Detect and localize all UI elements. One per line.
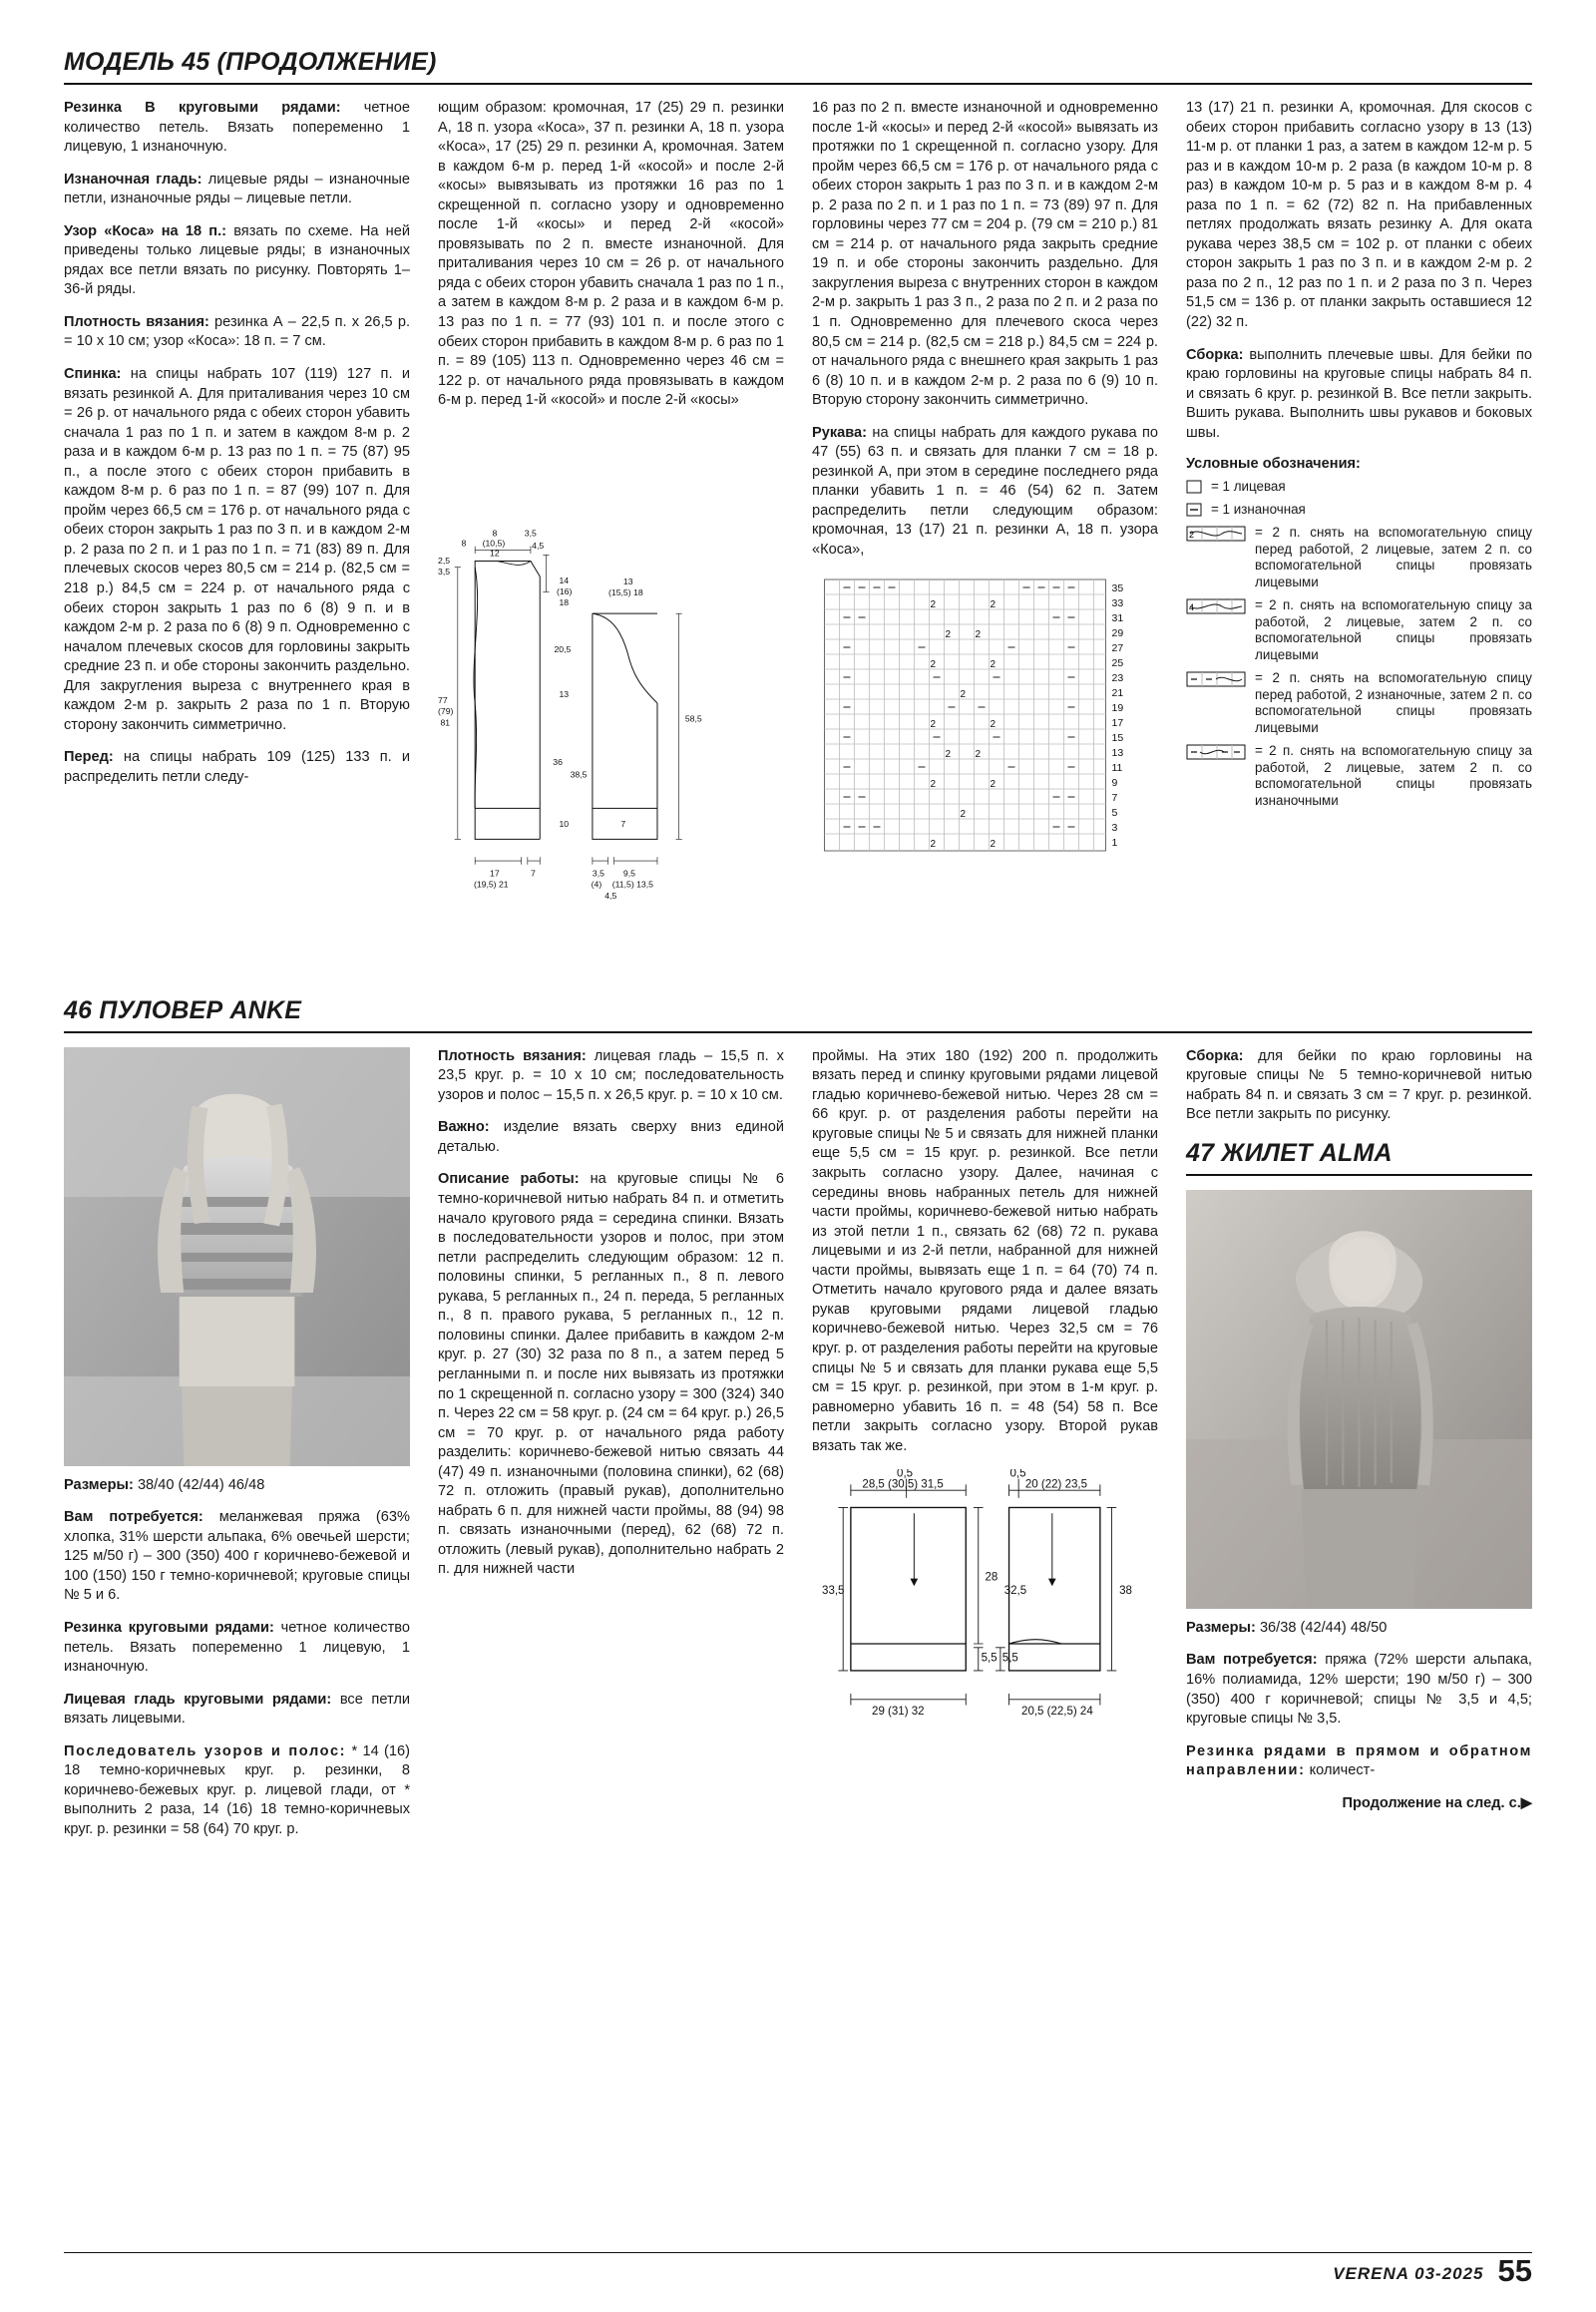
svg-text:2: 2 [1189,529,1195,540]
column-4 [1186,1047,1532,1853]
svg-text:4,5: 4,5 [604,890,617,901]
svg-text:21: 21 [1111,686,1124,699]
svg-text:(10,5): (10,5) [482,538,506,549]
svg-text:2: 2 [990,778,997,790]
paragraph: Сборка: выполнить плечевые швы. Для бейки по краю горловины на круговые спицы набрать 84 п. и связать 6 круг. р. резинкой В. Все петли закрыть. Вшить рукава. Выполнить швы рукавов и боковых швы. [1186,346,1532,441]
svg-text:27: 27 [1111,641,1124,654]
section-45 [64,48,1532,982]
paragraph: ющим образом: кромочная, 17 (25) 29 п. резинки А, 18 п. узора «Коса», 37 п. резинки А, 18 п. узора «Коса», 17 (25) 29 п. резинки А, кромочная. Затем в каждом 6-м р. перед 1-й «косой» и после 2-й «косы» вывязывать из протяжки 16 раз по 1 скрещенной п. согласно узору и одновременно после 1-й «косы» и перед 2-й «косой» провязывать по 2 п. вместе изнаночной. Для приталивания через 10 см = 26 р. от начального ряда с обеих сторон убавить сначала 1 раз по 1 п., а затем в каждом 8-м р. 2 раза и в каждом 6-м р. 13 раз по 1 п. = 77 (93) 101 п. и после этого с обеих сторон прибавить в каждом 8-м р. 6 раз по 1 п. = 89 (105) 113 п. Одновременно через 46 см = 122 р. от начального ряда провязывать в каждом 6-м р. перед 1-й «косой» и после 2-й «косы» [438,100,784,409]
column-2 [438,99,784,982]
svg-text:1: 1 [1111,836,1118,849]
svg-text:5,5: 5,5 [1001,1652,1018,1665]
svg-text:2: 2 [930,838,937,850]
paragraph: 16 раз по 2 п. вместе изнаночной и одновременно после 1-й «косы» и перед 2-й «косой» вывязать из протяжки по 1 скрещенной п. согласно узору. Для пройм через 66,5 см = 176 р. от начального ряда с обеих сторон закрыть 1 раз по 3 п. и в каждом 2-м р. 2 раза по 2 п. и 1 раз по 1 п. = 73 (89) 97 п. Для горловины через 77 см = 204 р. (79 см = 210 р.) 81 см = 214 р. от начального ряда закрыть средние 19 п. и обе стороны закончить раздельно. Для закругления выреза с внутренних сторон в каждом 2-м р. закрыть 1 раз 3 п., 2 раза по 2 п. и 2 раза по 1 п. Одновременно для плечевого скоса через 80,5 см = 214 р. (82,5 см = 218 р.) 84,5 см = 224 р. от начального ряда с внешнего края закрыть 1 раз 6 (8) 10 п. и в каждом 2-м р. 2 раза по 6 (9) 10 п. Вторую сторону закончить симметрично. [812,100,1158,409]
svg-text:29: 29 [1111,626,1124,639]
svg-text:0,5: 0,5 [1009,1469,1026,1480]
svg-text:2: 2 [990,718,997,730]
section-45-columns [64,99,1532,982]
svg-text:13: 13 [1111,746,1124,759]
section-46-columns [64,1047,1532,1853]
column-3 [812,99,1158,982]
page-number: 55 [1497,2252,1532,2288]
divider [64,1031,1532,1033]
paragraph: Последователь узоров и полос: * 14 (16) 18 темно-коричневых круг. р. резинки, 8 коричнево-бежевых круг. р. лицевой глади, от * выполнить 2 раза, 14 (16) 18 темно-коричневых круг. р. резинки = 58 (64) 70 круг. р. [64,1742,410,1837]
paragraph: Резинка рядами в прямом и обратном направлении: количест- [1186,1742,1532,1779]
page-footer [64,2252,1532,2288]
svg-text:38,5: 38,5 [570,769,588,780]
svg-text:31: 31 [1111,611,1124,624]
svg-text:28: 28 [985,1571,998,1584]
svg-text:12: 12 [490,548,500,559]
column-1 [64,1047,410,1853]
svg-text:0,5: 0,5 [897,1469,914,1480]
svg-text:20,5 (22,5) 24: 20,5 (22,5) 24 [1021,1706,1093,1719]
paragraph: Плотность вязания: лицевая гладь – 15,5 п. х 23,5 круг. р. = 10 х 10 см; последовательность узоров и полос – 15,5 п. х 26,5 круг. р. = 10 х 10 см. [438,1047,784,1103]
svg-text:38: 38 [1119,1585,1132,1598]
svg-text:58,5: 58,5 [684,713,702,724]
svg-text:23: 23 [1111,671,1124,684]
sizes: Размеры: 38/40 (42/44) 46/48 [64,1476,265,1493]
divider [64,83,1532,85]
svg-text:(19,5) 21: (19,5) 21 [473,879,509,890]
svg-text:4,5: 4,5 [532,540,545,551]
svg-text:17: 17 [1111,716,1124,729]
svg-text:2: 2 [960,688,967,700]
legend-item: = 2 п. снять на вспомогательную спицу перед работой, 2 изнаночные, затем 2 п. со вспомогательной спицы провязать лицевыми [1186,670,1532,737]
paragraph: Рукава: на спицы набрать для каждого рукава по 47 (55) 63 п. и связать для планки 7 см = 18 р. резинкой А, при этом в середине последнего ряда планки убавить 1 п. = 46 (54) 62 п. Затем распределить петли следующим образом: кромочная, 13 (17) 21 п. резинки А, 18 п. узора «Коса», [812,424,1158,559]
svg-text:18: 18 [559,596,570,607]
svg-text:2: 2 [960,808,967,820]
svg-text:2,5: 2,5 [438,555,451,566]
svg-text:3,5: 3,5 [524,528,537,539]
legend-title: Условные обозначения: [1186,456,1361,473]
legend-item: = 1 лицевая [1186,479,1532,496]
paragraph: Описание работы: на круговые спицы № 6 темно-коричневой нитью набрать 84 п. и отметить начало кругового ряда = середина спинки. Вязать в последовательности узоров и полос, при этом петли распределить следующим образом: 12 п. половины спинки, 5 регланных п., 8 п. левого рукава, 5 регланных п., 24 п. переда, 5 регланных п., 8 п. правого рукава, 5 регланных п., 12 п. половины спинки. Далее прибавить в каждом 2-м круг. р. 27 (30) 32 раза по 8 п., а затем перед 5 регланными п. и после них вывязать из протяжки по 1 скрещенной п. согласно узору = 300 (324) 340 п. Через 22 см = 58 круг. р. (24 см = 64 круг. р.) 26,5 см = 70 круг. р. от начального ряда работу разделить: коричнево-бежевой нитью связать 44 (47) 49 п. изнаночными (половина спинки), 62 (68) 72 п. отложить (правый рукав), дополнительно набрать 6 п. для нижней части проймы, 88 (94) 98 п. связать изнаночными (перед), 62 (68) 72 п. отложить (левый рукав), дополнительно набрать 2 п. для нижней части [438,1171,784,1578]
divider [1186,1174,1532,1176]
paragraph: Резинка В круговыми рядами: четное количество петель. Вязать попеременно 1 лицевую, 1 изнаночную. [64,100,410,156]
svg-text:3: 3 [1111,821,1118,834]
svg-text:32,5: 32,5 [1003,1585,1027,1598]
legend-item: = 1 изнаночная [1186,502,1532,519]
svg-text:2: 2 [990,598,997,610]
svg-text:2: 2 [945,628,952,640]
svg-text:11: 11 [1111,761,1123,774]
svg-text:2: 2 [990,838,997,850]
svg-text:36: 36 [553,756,563,767]
svg-text:20 (22) 23,5: 20 (22) 23,5 [1024,1478,1087,1491]
svg-text:28,5 (30,5) 31,5: 28,5 (30,5) 31,5 [862,1478,944,1491]
svg-text:13: 13 [559,688,570,699]
svg-text:(4): (4) [591,879,602,890]
section-45-heading: МОДЕЛЬ 45 (ПРОДОЛЖЕНИЕ) [64,48,437,76]
paragraph: Изнаночная гладь: лицевые ряды – изнаночные петли, изнаночные ряды – лицевые петли. [64,171,410,207]
svg-text:25: 25 [1111,656,1124,669]
svg-text:3,5: 3,5 [592,868,604,879]
svg-text:5,5: 5,5 [981,1652,998,1665]
paragraph: проймы. На этих 180 (192) 200 п. продолжить вязать перед и спинку круговыми рядами лицевой гладью коричнево-бежевой нитью. Через 28 см = 66 круг. р. от разделения работы перейти на круговые спицы № 5 и связать для нижней планки еще 5,5 см = 15 круг. р. резинкой. Все петли закрыть согласно узору. Далее, начиная с середины вновь набранных петель для нижней части проймы, коричнево-бежевой нитью набрать из этой петли 1 п., связать 62 (68) 72 п. рукава лицевыми и из 2-й петли, набранной для нижней части проймы, вывязать еще 1 п. = 64 (70) 74 п. Отметить начало кругового ряда и далее вязать рукав круговыми рядами лицевой гладью коричнево-бежевой нитью. Через 32,5 см = 76 круг. р. от разделения работы перейти на круговые спицы № 5 и связать для планки рукава еще 5,5 см = 15 круг. р. резинкой, при этом в 1-м круг. р. равномерно убавить 16 п. = 48 (54) 58 п. Все петли закрыть согласно узору. Второй рукав вязать так же. [812,1047,1158,1454]
legend-item: 4 = 2 п. снять на вспомогательную спицу за работой, 2 лицевые, затем 2 п. со вспомогательной спицы провязать лицевыми [1186,597,1532,664]
svg-text:(16): (16) [556,585,573,596]
paragraph: Сборка: для бейки по краю горловины на круговые спицы № 5 темно-коричневой нитью набрать 84 п. и связать 3 см = 7 круг. р. резинкой. Все петли закрыть по рисунку. [1186,1047,1532,1123]
cable-2-front-knit-symbol-icon [1186,525,1248,591]
column-2 [438,1047,784,1853]
column-1 [64,99,410,982]
paragraph: Перед: на спицы набрать 109 (125) 133 п. и распределить петли следу- [64,749,410,785]
svg-text:35: 35 [1111,581,1124,594]
svg-text:(11,5) 13,5: (11,5) 13,5 [611,879,653,890]
svg-text:2: 2 [930,778,937,790]
paragraph: Важно: изделие вязать сверху вниз единой деталью. [438,1119,784,1155]
column-4 [1186,99,1532,982]
paragraph: Вам потребуется: меланжевая пряжа (63% хлопка, 31% шерсти альпака, 6% овечьей шерсти; 125 м/50 г) – 300 (350) 400 г коричнево-бежевой и 100 (150) 150 г темно-коричневой; круговые спицы № 5 и 6. [64,1509,410,1604]
svg-text:10: 10 [559,818,570,829]
legend-item: = 2 п. снять на вспомогательную спицу за работой, 2 лицевые, затем 2 п. со вспомогательной спицы провязать изнаночными [1186,743,1532,810]
svg-text:3,5: 3,5 [438,566,451,577]
legend [1186,456,1532,810]
svg-text:33: 33 [1111,596,1124,609]
svg-text:8: 8 [461,538,467,549]
svg-text:14: 14 [559,575,570,585]
paragraph: Вам потребуется: пряжа (72% шерсти альпака, 16% полиамида, 12% шерсти; 190 м/50 г) – 300 (350) 400 г коричневой; спицы № 3,5 и 4,5; круговые спицы № 3,5. [1186,1652,1532,1728]
knit-symbol-icon [1186,479,1204,496]
svg-text:8: 8 [492,528,498,539]
back-front-sleeve-schematic [438,424,784,982]
svg-text:15: 15 [1111,731,1124,744]
paragraph: Плотность вязания: резинка А – 22,5 п. х 26,5 р. = 10 х 10 см; узор «Коса»: 18 п. = 7 см. [64,313,411,350]
svg-text:13: 13 [622,576,633,586]
sizes: Размеры: 36/38 (42/44) 48/50 [1186,1619,1388,1636]
pullover-schematic [812,1469,1158,1719]
paragraph: Резинка круговыми рядами: четное количество петель. Вязать попеременно 1 лицевую, 1 изнаночную. [64,1620,410,1676]
paragraph: Узор «Коса» на 18 п.: вязать по схеме. На ней приведены только лицевые ряды; в изнаночных рядах все петли вязать по рисунку. Повторять 1–36-й ряды. [64,222,410,298]
section-46-heading: 46 ПУЛОВЕР ANKE [64,995,302,1024]
svg-text:17: 17 [490,868,500,879]
svg-text:19: 19 [1111,701,1124,714]
divider [64,2252,1532,2253]
svg-text:2: 2 [930,658,937,670]
svg-text:2: 2 [930,598,937,610]
svg-text:29 (31) 32: 29 (31) 32 [872,1706,925,1719]
svg-text:81: 81 [440,717,451,728]
svg-text:33,5: 33,5 [822,1585,845,1598]
brand-label: VERENA 03-2025 [1333,2264,1484,2283]
cable-2-front-purl-symbol-icon [1186,670,1248,737]
paragraph: 13 (17) 21 п. резинки А, кромочная. Для скосов с обеих сторон прибавить согласно узору в 13 (13) 11-м р. от планки 1 раз, а затем в каждом 12-м р. 5 раз и в каждом 10-м р. 2 раза (в каждом 10-м р. 8 раз) в каждом 10-м р. 5 раз и в каждом 8-м р. 4 раза по 1 п. = 62 (72) 82 п. На прибавленных петлях продолжать вязать резинку А. Для оката рукава через 38,5 см = 102 р. от планки с обеих сторон закрыть 1 раз по 3 п. и в каждом 2-м р. 2 раза по 2 п., 12 раз по 1 п. и 2 раза по 3 п. Через 51,5 см = 136 р. от планки закрыть оставшиеся 12 (22) 32 п. [1186,100,1532,331]
legend-item: 2 = 2 п. снять на вспомогательную спицу перед работой, 2 лицевые, затем 2 п. со вспомогательной спицы провязать лицевыми [1186,525,1532,591]
svg-text:77: 77 [438,694,448,705]
section-47-heading: 47 ЖИЛЕТ ALMA [1186,1138,1393,1167]
svg-text:9: 9 [1111,776,1118,789]
purl-symbol-icon [1186,502,1204,519]
continued-note: Продолжение на след. с.▶ [1342,1794,1532,1811]
svg-text:7: 7 [620,818,626,829]
model-photo-vest-alma [1186,1190,1532,1609]
svg-text:2: 2 [975,628,982,640]
svg-text:(15,5) 18: (15,5) 18 [608,586,643,597]
svg-text:7: 7 [1111,791,1118,804]
svg-text:4: 4 [1189,601,1195,612]
cable-2-back-knit-symbol-icon [1186,597,1248,664]
svg-text:5: 5 [1111,806,1118,819]
svg-text:20,5: 20,5 [554,643,572,654]
svg-text:(79): (79) [438,705,454,716]
svg-text:2: 2 [975,748,982,760]
column-3 [812,1047,1158,1853]
section-46 [64,996,1532,1853]
paragraph: Лицевая гладь круговыми рядами: все петли вязать лицевыми. [64,1691,410,1728]
cable-2-back-purl-symbol-icon [1186,743,1248,810]
svg-text:2: 2 [945,748,952,760]
paragraph: Спинка: на спицы набрать 107 (119) 127 п. и вязать резинкой А. Для приталивания через 10 см = 26 р. от начального ряда с обеих сторон убавить сначала 1 раз по 1 п. и затем в каждом 8-м р. 2 раза и в каждом 6-м р. 13 раз по 1 п. = 75 (87) 95 п., а после этого с обеих сторон прибавить в каждом 8-м р. 6 раз по 1 п. = 87 (99) 107 п. Для пройм через 66,5 см = 176 р. от начального ряда с обеих сторон закрыть 1 раз по 3 п. и в каждом 2-м р. 2 раза по 2 п. и 1 раз по 1 п. = 71 (83) 89 п. Для плечевых скосов через 80,5 см = 214 р. (82,5 см = 218 р.) 84,5 см = 224 р. от начального ряда с обеих сторон закрыть 1 раз по 6 (8) 9 п. и в каждом 2-м р. 2 раза по 6 (8) 9 п. Одновременно с началом плечевых скосов для горловины закрыть средние 23 п. и обе стороны закончить раздельно. Для закругления выреза с внутреннего края в каждом 2-м р. закрыть 2 раза по 1 п. Вторую сторону закончить симметрично. [64,366,410,733]
cable-chart [812,574,1158,873]
svg-text:2: 2 [930,718,937,730]
svg-text:2: 2 [990,658,997,670]
svg-text:7: 7 [530,868,536,879]
svg-text:9,5: 9,5 [622,868,635,879]
model-photo-pullover-anke [64,1047,410,1466]
